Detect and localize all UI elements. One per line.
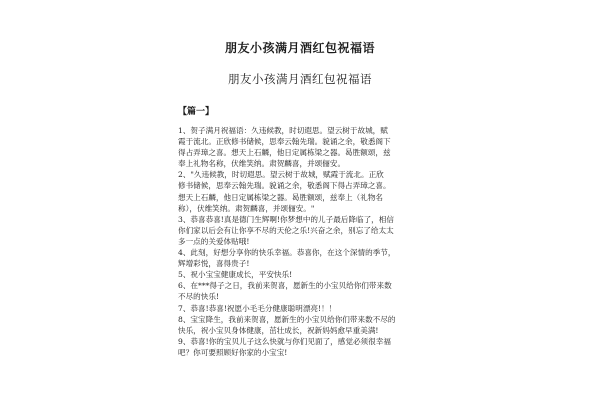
body-line: 5、祝小宝宝健康成长，平安快乐! xyxy=(178,270,293,280)
section-label: 【篇一】 xyxy=(178,107,215,117)
body-line: 7、恭喜!恭喜!祝愿小毛毛分健康聪明漂亮!！！ xyxy=(178,303,337,313)
body-line: 吧？你可要照顾好你家的小宝宝! xyxy=(178,347,288,357)
body-line: 修书储候，思奉云翰先瑞。貌诵之余，敬悉阁下得占弄璋之喜。 xyxy=(178,181,391,191)
body-line: 8、宝宝降生，我前来贺喜，愿新生的小宝贝给你们带来数不尽的 xyxy=(178,314,396,324)
document-title: 朋友小孩满月酒红包祝福语 xyxy=(224,41,375,55)
body-line: 4、此刻，好想分享你的快乐幸福。恭喜你，在这个深情的季节， xyxy=(178,248,396,258)
body-line: 得占弄璋之喜。想天上石麟，他日定属栋梁之器。曷胜额颂，兹 xyxy=(178,148,391,158)
body-line: 你们家以后会有让你享不尽的天伦之乐!兴奋之余，别忘了给太太 xyxy=(178,225,394,235)
body-line: 快乐，祝小宝贝身体健康，茁壮成长，祝新妈妈愈早重美满! xyxy=(178,325,379,335)
body-line: 3、恭喜恭喜!真是德门生辉啊!你梦想中的儿子最后降临了，相信 xyxy=(178,214,394,224)
body-line: 霞于流北。正欣修书储候，思奉云翰先瑞。貌诵之余，敬悉阁下 xyxy=(178,137,391,147)
body-line: 2、"久违候教，时切遐思。望云树于故城，赋霞于流北。正欣 xyxy=(178,170,384,180)
body-line: 奉上礼物名称，伏维笑纳。肃贺麟喜，并颂俪安。 xyxy=(178,159,346,169)
document-body xyxy=(178,125,418,358)
body-line: 9、恭喜!你的宝贝儿子这么快就与你们见面了，感觉必须很幸福 xyxy=(178,336,391,346)
body-line: 想天上石麟，他日定属栋梁之器。曷胜额颂，兹奉上（礼物名 xyxy=(178,192,384,202)
body-line: 6、在***得子之日，我前来贺喜，愿新生的小宝贝给你们带来数 xyxy=(178,281,392,291)
body-line: 1、贺子满月祝福语：久违候教，时切遐思。望云树于故城，赋 xyxy=(178,126,388,135)
body-line: 不尽的快乐! xyxy=(178,292,220,302)
body-line: 辉增彩悦，喜得贵子! xyxy=(178,259,250,269)
body-line: 多一点的关爱体贴哦! xyxy=(178,236,250,246)
document-subtitle: 朋友小孩满月酒红包祝福语 xyxy=(228,72,372,86)
body-line: 称），伏维笑纳。肃贺麟喜，并颂俪安。" xyxy=(178,203,315,213)
